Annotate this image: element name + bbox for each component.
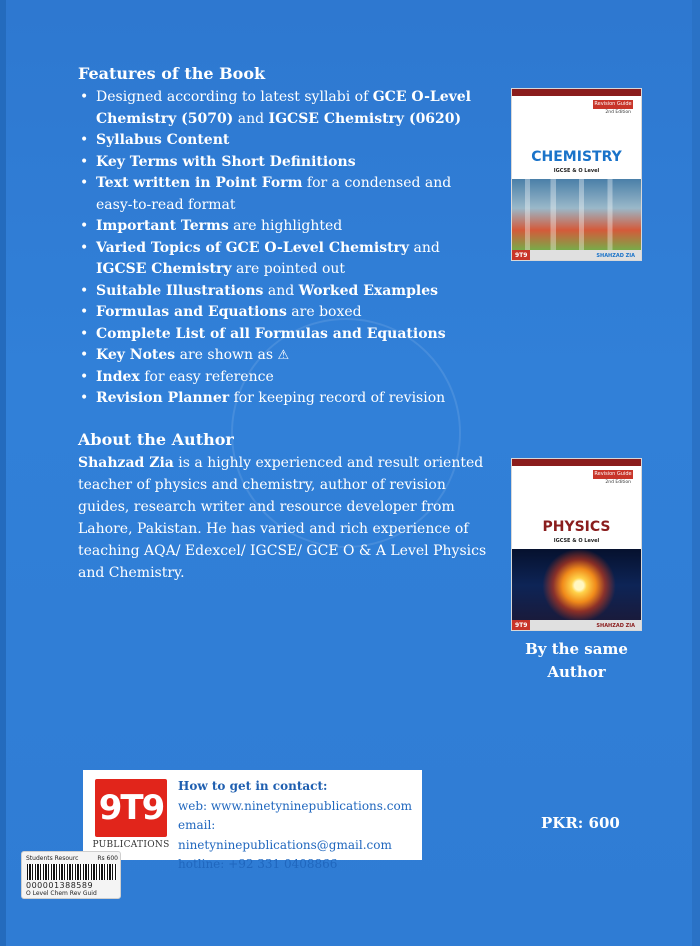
feature-text: are boxed bbox=[286, 304, 362, 320]
book-edition: 2nd Edition bbox=[605, 480, 631, 485]
feature-text: Key Terms with Short Definitions bbox=[96, 153, 356, 170]
feature-text: Key Notes bbox=[96, 347, 176, 363]
test-tubes-image bbox=[512, 179, 641, 252]
contact-details bbox=[178, 777, 422, 875]
feature-item bbox=[78, 152, 488, 174]
book-subtitle: IGCSE & O Level bbox=[553, 168, 600, 174]
author-title: About the Author bbox=[78, 430, 234, 449]
feature-text: Varied Topics of GCE O-Level Chemistry bbox=[96, 239, 410, 256]
contact-email: email: ninetyninepublications@gmail.com bbox=[178, 818, 392, 852]
price-label: PKR: 600 bbox=[541, 814, 620, 832]
feature-text: Revision Planner bbox=[96, 390, 230, 406]
book-title: CHEMISTRY bbox=[531, 149, 622, 165]
feature-item bbox=[78, 302, 488, 324]
feature-text: are highlighted bbox=[228, 218, 343, 234]
feature-item bbox=[78, 345, 488, 367]
book-top-bar bbox=[512, 89, 641, 96]
feature-text: for a condensed and easy-to-read format bbox=[96, 175, 452, 213]
price-sticker bbox=[21, 851, 121, 899]
publisher-logo-caption: PUBLICATIONS bbox=[92, 840, 170, 850]
sticker-price: Rs 600 bbox=[97, 855, 118, 862]
feature-item bbox=[78, 281, 488, 303]
author-bio bbox=[78, 452, 498, 584]
sticker-top bbox=[26, 855, 118, 862]
feature-text: Complete List of all Formulas and Equations bbox=[96, 325, 446, 342]
energy-burst-image bbox=[512, 549, 641, 622]
feature-text: Important Terms bbox=[96, 218, 229, 234]
feature-item bbox=[78, 87, 488, 130]
chemistry-book-thumbnail bbox=[511, 88, 642, 261]
contact-hotline: hotline: +92 331 0408866 bbox=[178, 857, 338, 871]
book-edition: 2nd Edition bbox=[605, 110, 631, 115]
same-author-line1: By the same bbox=[525, 640, 628, 658]
features-list bbox=[78, 87, 488, 410]
author-bio-text: is a highly experienced and result oriented teacher of physics and chemistry, author of revision guides, research writer and resource developer from Lahore, Pakistan. He has varied and rich experience of teaching AQA/ Edexcel/ IGCSE/ GCE O & A Level Physics and Chemistry. bbox=[78, 455, 487, 581]
physics-book-thumbnail bbox=[511, 458, 642, 631]
feature-text: Syllabus Content bbox=[96, 132, 230, 148]
sticker-store: Students Resourc bbox=[26, 855, 79, 862]
feature-text: Designed according to latest syllabi of bbox=[96, 89, 373, 105]
feature-text: IGCSE Chemistry bbox=[96, 261, 232, 277]
features-title: Features of the Book bbox=[78, 64, 266, 83]
contact-heading: How to get in contact: bbox=[178, 779, 328, 793]
feature-text: and bbox=[233, 110, 269, 127]
book-publisher-logo: 9T9 bbox=[515, 252, 528, 259]
book-footer bbox=[512, 250, 641, 260]
feature-item bbox=[78, 388, 488, 410]
feature-text: GCE O-Level Chemistry (5070) bbox=[96, 89, 471, 127]
feature-item bbox=[78, 130, 488, 152]
book-author: SHAHZAD ZIA bbox=[596, 253, 635, 259]
book-title: PHYSICS bbox=[542, 519, 611, 535]
author-name: Shahzad Zia bbox=[78, 455, 174, 471]
same-author-line2: Author bbox=[547, 663, 606, 681]
feature-text: and bbox=[409, 239, 440, 256]
feature-text: Text written in Point Form bbox=[96, 175, 303, 191]
book-author: SHAHZAD ZIA bbox=[596, 623, 635, 629]
feature-item bbox=[78, 216, 488, 238]
book-publisher-logo: 9T9 bbox=[515, 622, 528, 629]
feature-text: are pointed out bbox=[231, 261, 346, 277]
feature-text: and bbox=[263, 282, 299, 299]
barcode bbox=[27, 864, 117, 880]
feature-text: Worked Examples bbox=[298, 282, 438, 299]
feature-text: for easy reference bbox=[139, 368, 274, 385]
publisher-logo-text: 9T9 bbox=[98, 788, 164, 828]
contact-box bbox=[83, 770, 422, 871]
feature-text: are shown as bbox=[175, 347, 278, 363]
book-badge: Revision Guide bbox=[594, 101, 632, 107]
feature-item bbox=[78, 367, 488, 389]
feature-item bbox=[78, 173, 488, 216]
book-footer bbox=[512, 620, 641, 630]
same-author-caption bbox=[511, 638, 642, 684]
warning-icon: ⚠ bbox=[277, 348, 290, 363]
feature-text: Suitable Illustrations bbox=[96, 282, 264, 299]
feature-item bbox=[78, 324, 488, 346]
book-top-bar bbox=[512, 459, 641, 466]
book-badge: Revision Guide bbox=[594, 471, 632, 477]
feature-text: Index bbox=[96, 368, 140, 385]
feature-text: for keeping record of revision bbox=[229, 390, 446, 406]
feature-text: Formulas and Equations bbox=[96, 304, 287, 320]
publisher-logo bbox=[95, 779, 167, 837]
book-subtitle: IGCSE & O Level bbox=[553, 538, 600, 544]
feature-item bbox=[78, 238, 488, 281]
barcode-number: 000001388589 bbox=[26, 881, 94, 890]
contact-web: web: www.ninetyninepublications.com bbox=[178, 798, 413, 813]
sticker-item: O Level Chem Rev Guid bbox=[26, 890, 97, 897]
feature-text: IGCSE Chemistry (0620) bbox=[268, 110, 462, 127]
